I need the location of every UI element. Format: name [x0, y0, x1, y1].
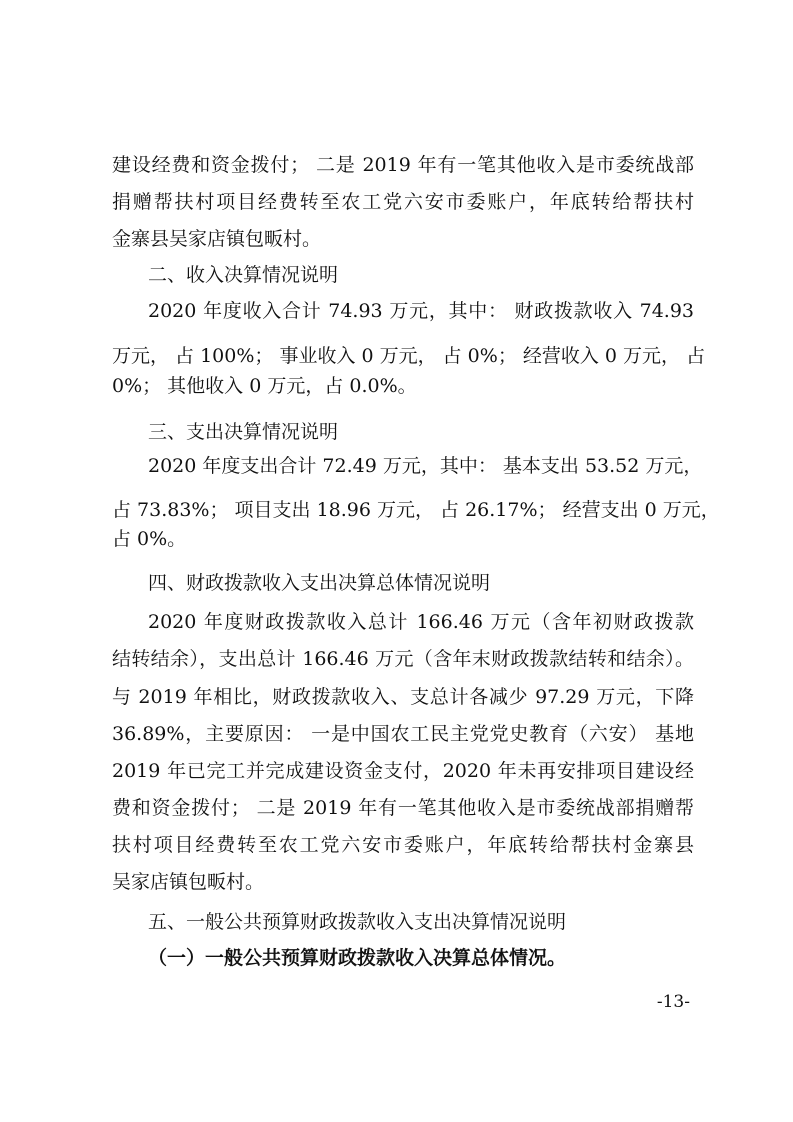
body-line: 占 0%。 [112, 528, 187, 550]
body-line: 金寨县吴家店镇包畈村。 [112, 228, 322, 250]
body-line: 扶村项目经费转至农工党六安市委账户，年底转给帮扶村金寨县 [112, 834, 694, 856]
section-heading-fiscal-total: 四、财政拨款收入支出决算总体情况说明 [148, 572, 491, 594]
body-line: 0%； 其他收入 0 万元，占 0.0%。 [112, 375, 417, 397]
section-heading-general-budget: 五、一般公共预算财政拨款收入支出决算情况说明 [148, 911, 567, 933]
body-line: 2020 年度收入合计 74.93 万元，其中： 财政拨款收入 74.93 [148, 300, 694, 322]
body-line: 万元， 占 100%； 事业收入 0 万元， 占 0%； 经营收入 0 万元， 占 [112, 345, 706, 367]
body-line: 吴家店镇包畈村。 [112, 871, 265, 893]
body-line: 建设经费和资金拨付； 二是 2019 年有一笔其他收入是市委统战部 [112, 154, 694, 176]
subsection-heading: （一）一般公共预算财政拨款收入决算总体情况。 [148, 947, 567, 969]
body-line: 捐赠帮扶村项目经费转至农工党六安市委账户，年底转给帮扶村 [112, 191, 694, 213]
body-line: 占 73.83%； 项目支出 18.96 万元， 占 26.17%； 经营支出 0 万元， [112, 499, 720, 521]
section-heading-income: 二、收入决算情况说明 [148, 264, 339, 286]
section-heading-expenditure: 三、支出决算情况说明 [148, 421, 339, 443]
body-line: 36.89%，主要原因： 一是中国农工民主党党史教育（六安） 基地 [112, 723, 694, 745]
body-line: 2020 年度支出合计 72.49 万元，其中： 基本支出 53.52 万元， [148, 455, 703, 477]
body-line: 2020 年度财政拨款收入总计 166.46 万元（含年初财政拨款 [148, 611, 694, 633]
body-line: 2019 年已完工并完成建设资金支付，2020 年未再安排项目建设经 [112, 760, 694, 782]
body-line: 与 2019 年相比，财政拨款收入、支总计各减少 97.29 万元，下降 [112, 686, 694, 708]
body-line: 结转结余），支出总计 166.46 万元（含年末财政拨款结转和结余）。 [112, 648, 694, 670]
page-number: -13- [656, 992, 690, 1012]
body-line: 费和资金拨付； 二是 2019 年有一笔其他收入是市委统战部捐赠帮 [112, 797, 694, 819]
